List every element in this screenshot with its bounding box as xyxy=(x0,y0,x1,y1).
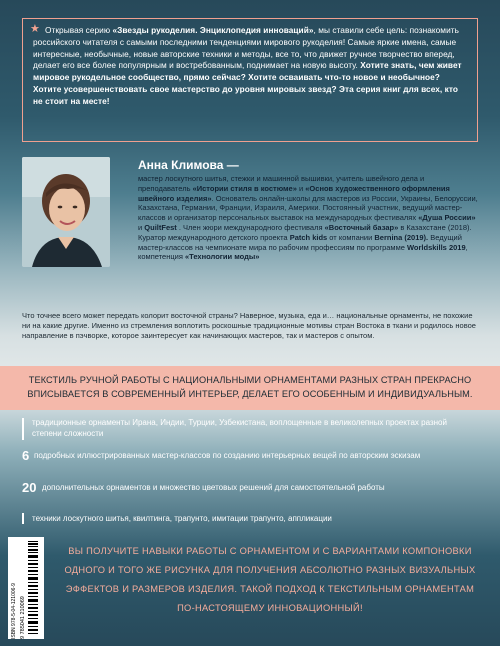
feature-text: традиционные орнаменты Ирана, Индии, Турции, Узбекистана, воплощенные в великолепных проектах разной степени сложности xyxy=(32,418,447,438)
author-bio: мастер лоскутного шитья, стежки и машинной вышивки, учитель швейного дела и преподаватель «Истории стиля в костюме» и «Основ художественного оформления швейного изделия». Основатель онлайн-школы для мастеров из России, Украины, Белоруссии, Казахстана, Германии, Франции, Израиля, Америки. Постоянный участник, ведущий мастер-классов и организатор персональных выставок на международных фестивалях «Душа России» и QuiltFest . Член жюри международного фестиваля «Восточный базар» в Казахстане (2018). Куратор международного детского проекта Patch kids от компании Bernina (2019). Ведущий мастер-классов на чемпионате мира по рабочим профессиям по программе Worldskills 2019, компетенция «Технологии моды» xyxy=(138,174,478,262)
bottom-promo-text: ВЫ ПОЛУЧИТЕ НАВЫКИ РАБОТЫ С ОРНАМЕНТОМ И С ВАРИАНТАМИ КОМПОНОВКИ ОДНОГО И ТОГО ЖЕ РИСУНКА ДЛЯ ПОЛУЧЕНИЯ АБСОЛЮТНО РАЗНЫХ ВИЗУАЛЬНЫХ ЭФФЕКТОВ И РАЗМЕРОВ ИЗДЕЛИЯ. ТАКОЙ ПОДХОД К ТЕКСТИЛЬНЫМ ОРНАМЕНТАМ ПО-НАСТОЯЩЕМУ ИННОВАЦИОННЫЙ! xyxy=(64,546,476,613)
barcode xyxy=(8,537,44,639)
feature-item-masterclasses xyxy=(22,448,478,478)
series-text-part2: , мы ставили себе цель: познакомить российского читателя с самыми последними тенденциями мирового рукоделия! Самые яркие имена, самые интересные, необычные, новые авторские техники и методы, все то, что движет ручное творчество вперед, делает его все более популярным и востребованным, поднимает на новую высоту. xyxy=(33,25,459,71)
series-text-part1: Открывая серию xyxy=(45,25,113,35)
feature-bar xyxy=(22,513,24,524)
isbn-text: ISBN 978-5-04-121006-9 xyxy=(11,583,17,639)
author-name: Анна Климова — xyxy=(138,158,239,172)
feature-number: 6 xyxy=(22,448,30,463)
series-name: «Звезды рукоделия. Энциклопедия инноваций» xyxy=(112,25,314,35)
author-photo xyxy=(22,157,110,267)
feature-item-ornaments xyxy=(22,416,478,444)
barcode-digits: 9 785041 210069 xyxy=(20,596,26,639)
feature-text: подробных иллюстрированных мастер-классов по созданию интерьерных вещей по авторским эскизам xyxy=(34,451,421,460)
star-icon: ★ xyxy=(30,23,40,35)
feature-number: 20 xyxy=(22,480,37,495)
feature-text: дополнительных орнаментов и множество цветовых решений для самостоятельной работы xyxy=(42,483,385,492)
intro-paragraph: Что точнее всего может передать колорит восточной страны? Наверное, музыка, еда и… национальные орнаменты, не похожие ни на какие другие. Именно из стремления воплотить роскошные традиционные мотивы стран Востока в ткани и родилось новое направление в пэчворке, которое заинтересует как начинающих мастеров, так и мастеров с опытом. xyxy=(22,311,476,341)
series-questions: Хотите знать, чем живет мировое рукодельное сообщество, прямо сейчас? Хотите осваивать что-то новое и необычное? Хотите усовершенствовать свое мастерство до уровня мировых звезд? Эта серия книг для всех, кто не стоит на месте! xyxy=(33,60,462,106)
author-portrait-image xyxy=(22,157,110,267)
feature-bar xyxy=(22,418,24,440)
series-description-box xyxy=(22,18,478,142)
feature-item-techniques xyxy=(22,512,478,526)
series-description xyxy=(33,25,467,108)
highlight-text: ТЕКСТИЛЬ РУЧНОЙ РАБОТЫ С НАЦИОНАЛЬНЫМИ ОРНАМЕНТАМИ РАЗНЫХ СТРАН ПРЕКРАСНО ВПИСЫВАЕТСЯ В СОВРЕМЕННЫЙ ИНТЕРЬЕР, ДЕЛАЕТ ЕГО ОСОБЕННЫМ И ИНДИВИДУАЛЬНЫМ. xyxy=(27,375,473,399)
feature-item-ornaments-extra xyxy=(22,480,478,510)
feature-text: техники лоскутного шитья, квилтинга, трапунто, имитации трапунто, аппликации xyxy=(32,514,332,523)
